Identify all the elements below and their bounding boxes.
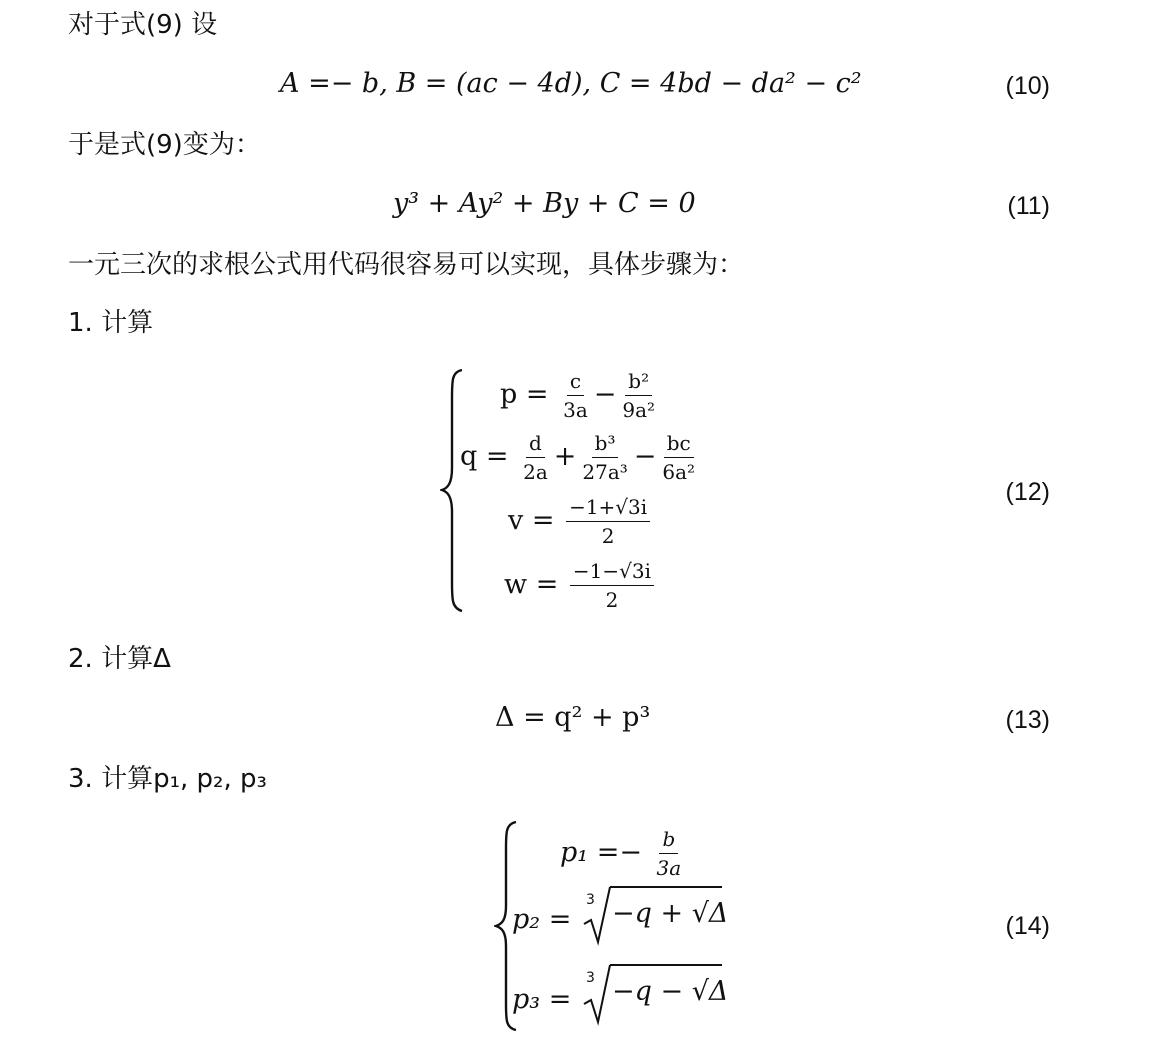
step-3-label: 3. 计算p₁, p₂, p₃ <box>68 764 267 794</box>
v-lhs: v = <box>508 505 555 536</box>
equation-10: A =− b, B = (ac − 4d), C = 4bd − da² − c² <box>280 68 862 99</box>
eq14-row-p2 <box>512 906 571 933</box>
numerator: −1−√3i <box>570 560 654 586</box>
denominator: 3a <box>656 856 682 880</box>
fraction-c-over-3a <box>560 370 591 421</box>
line-eq9-becomes: 于是式(9)变为： <box>68 130 261 160</box>
denominator: 6a² <box>662 460 696 484</box>
p-lhs: p = <box>500 379 549 410</box>
root-index: 3 <box>586 892 595 908</box>
plus-sign: + <box>553 441 577 472</box>
fraction-bc-over-6a2 <box>659 432 698 483</box>
radicand-p2: −q + √Δ <box>610 886 722 929</box>
eq12-row-q <box>460 432 701 483</box>
fraction-b3-over-27a3 <box>579 432 630 483</box>
fraction-b-over-3a <box>654 828 685 879</box>
step-2-label: 2. 计算Δ <box>68 644 171 674</box>
equation-13: Δ = q² + p³ <box>495 702 651 733</box>
denominator: 27a³ <box>582 460 628 484</box>
numerator: b² <box>625 370 652 396</box>
denominator: 3a <box>563 398 588 422</box>
q-lhs: q = <box>460 441 509 472</box>
eq14-row-p3 <box>512 986 571 1013</box>
equation-number-12: (12) <box>1005 478 1050 506</box>
denominator: 9a² <box>622 398 656 422</box>
eq12-row-w <box>504 560 657 611</box>
eq12-row-v <box>508 496 653 547</box>
radical-icon <box>582 964 612 1026</box>
eq14-row-p1 <box>560 828 687 879</box>
denominator: 2a <box>523 460 548 484</box>
equation-11: y³ + Ay² + By + C = 0 <box>393 188 696 219</box>
radical-icon <box>582 886 612 946</box>
left-brace-icon <box>440 368 466 613</box>
fraction-d-over-2a <box>520 432 551 483</box>
numerator: c <box>567 370 584 396</box>
equation-number-10: (10) <box>1005 72 1050 100</box>
intro-line-set: 对于式(9) 设 <box>68 10 218 40</box>
equation-number-14: (14) <box>1005 912 1050 940</box>
numerator: bc <box>664 432 694 458</box>
p1-lhs: p₁ =− <box>560 837 642 868</box>
numerator: −1+√3i <box>566 496 650 522</box>
eq12-row-p <box>500 370 661 421</box>
fraction-b2-over-9a2 <box>619 370 658 421</box>
fraction-v <box>566 496 650 547</box>
denominator: 2 <box>601 524 615 548</box>
minus-sign: − <box>593 379 617 410</box>
equation-number-13: (13) <box>1005 706 1050 734</box>
step-1-label: 1. 计算 <box>68 308 154 338</box>
numerator: b³ <box>592 432 619 458</box>
p3-lhs: p₃ = <box>512 984 572 1015</box>
numerator: b <box>659 828 678 854</box>
minus-sign: − <box>633 441 657 472</box>
root-index: 3 <box>586 970 595 986</box>
line-cubic-formula: 一元三次的求根公式用代码很容易可以实现，具体步骤为： <box>68 250 745 280</box>
fraction-w <box>570 560 654 611</box>
w-lhs: w = <box>504 569 559 600</box>
denominator: 2 <box>605 588 619 612</box>
radicand-p3: −q − √Δ <box>610 964 722 1007</box>
p2-lhs: p₂ = <box>512 904 572 935</box>
equation-number-11: (11) <box>1007 192 1050 220</box>
numerator: d <box>526 432 545 458</box>
